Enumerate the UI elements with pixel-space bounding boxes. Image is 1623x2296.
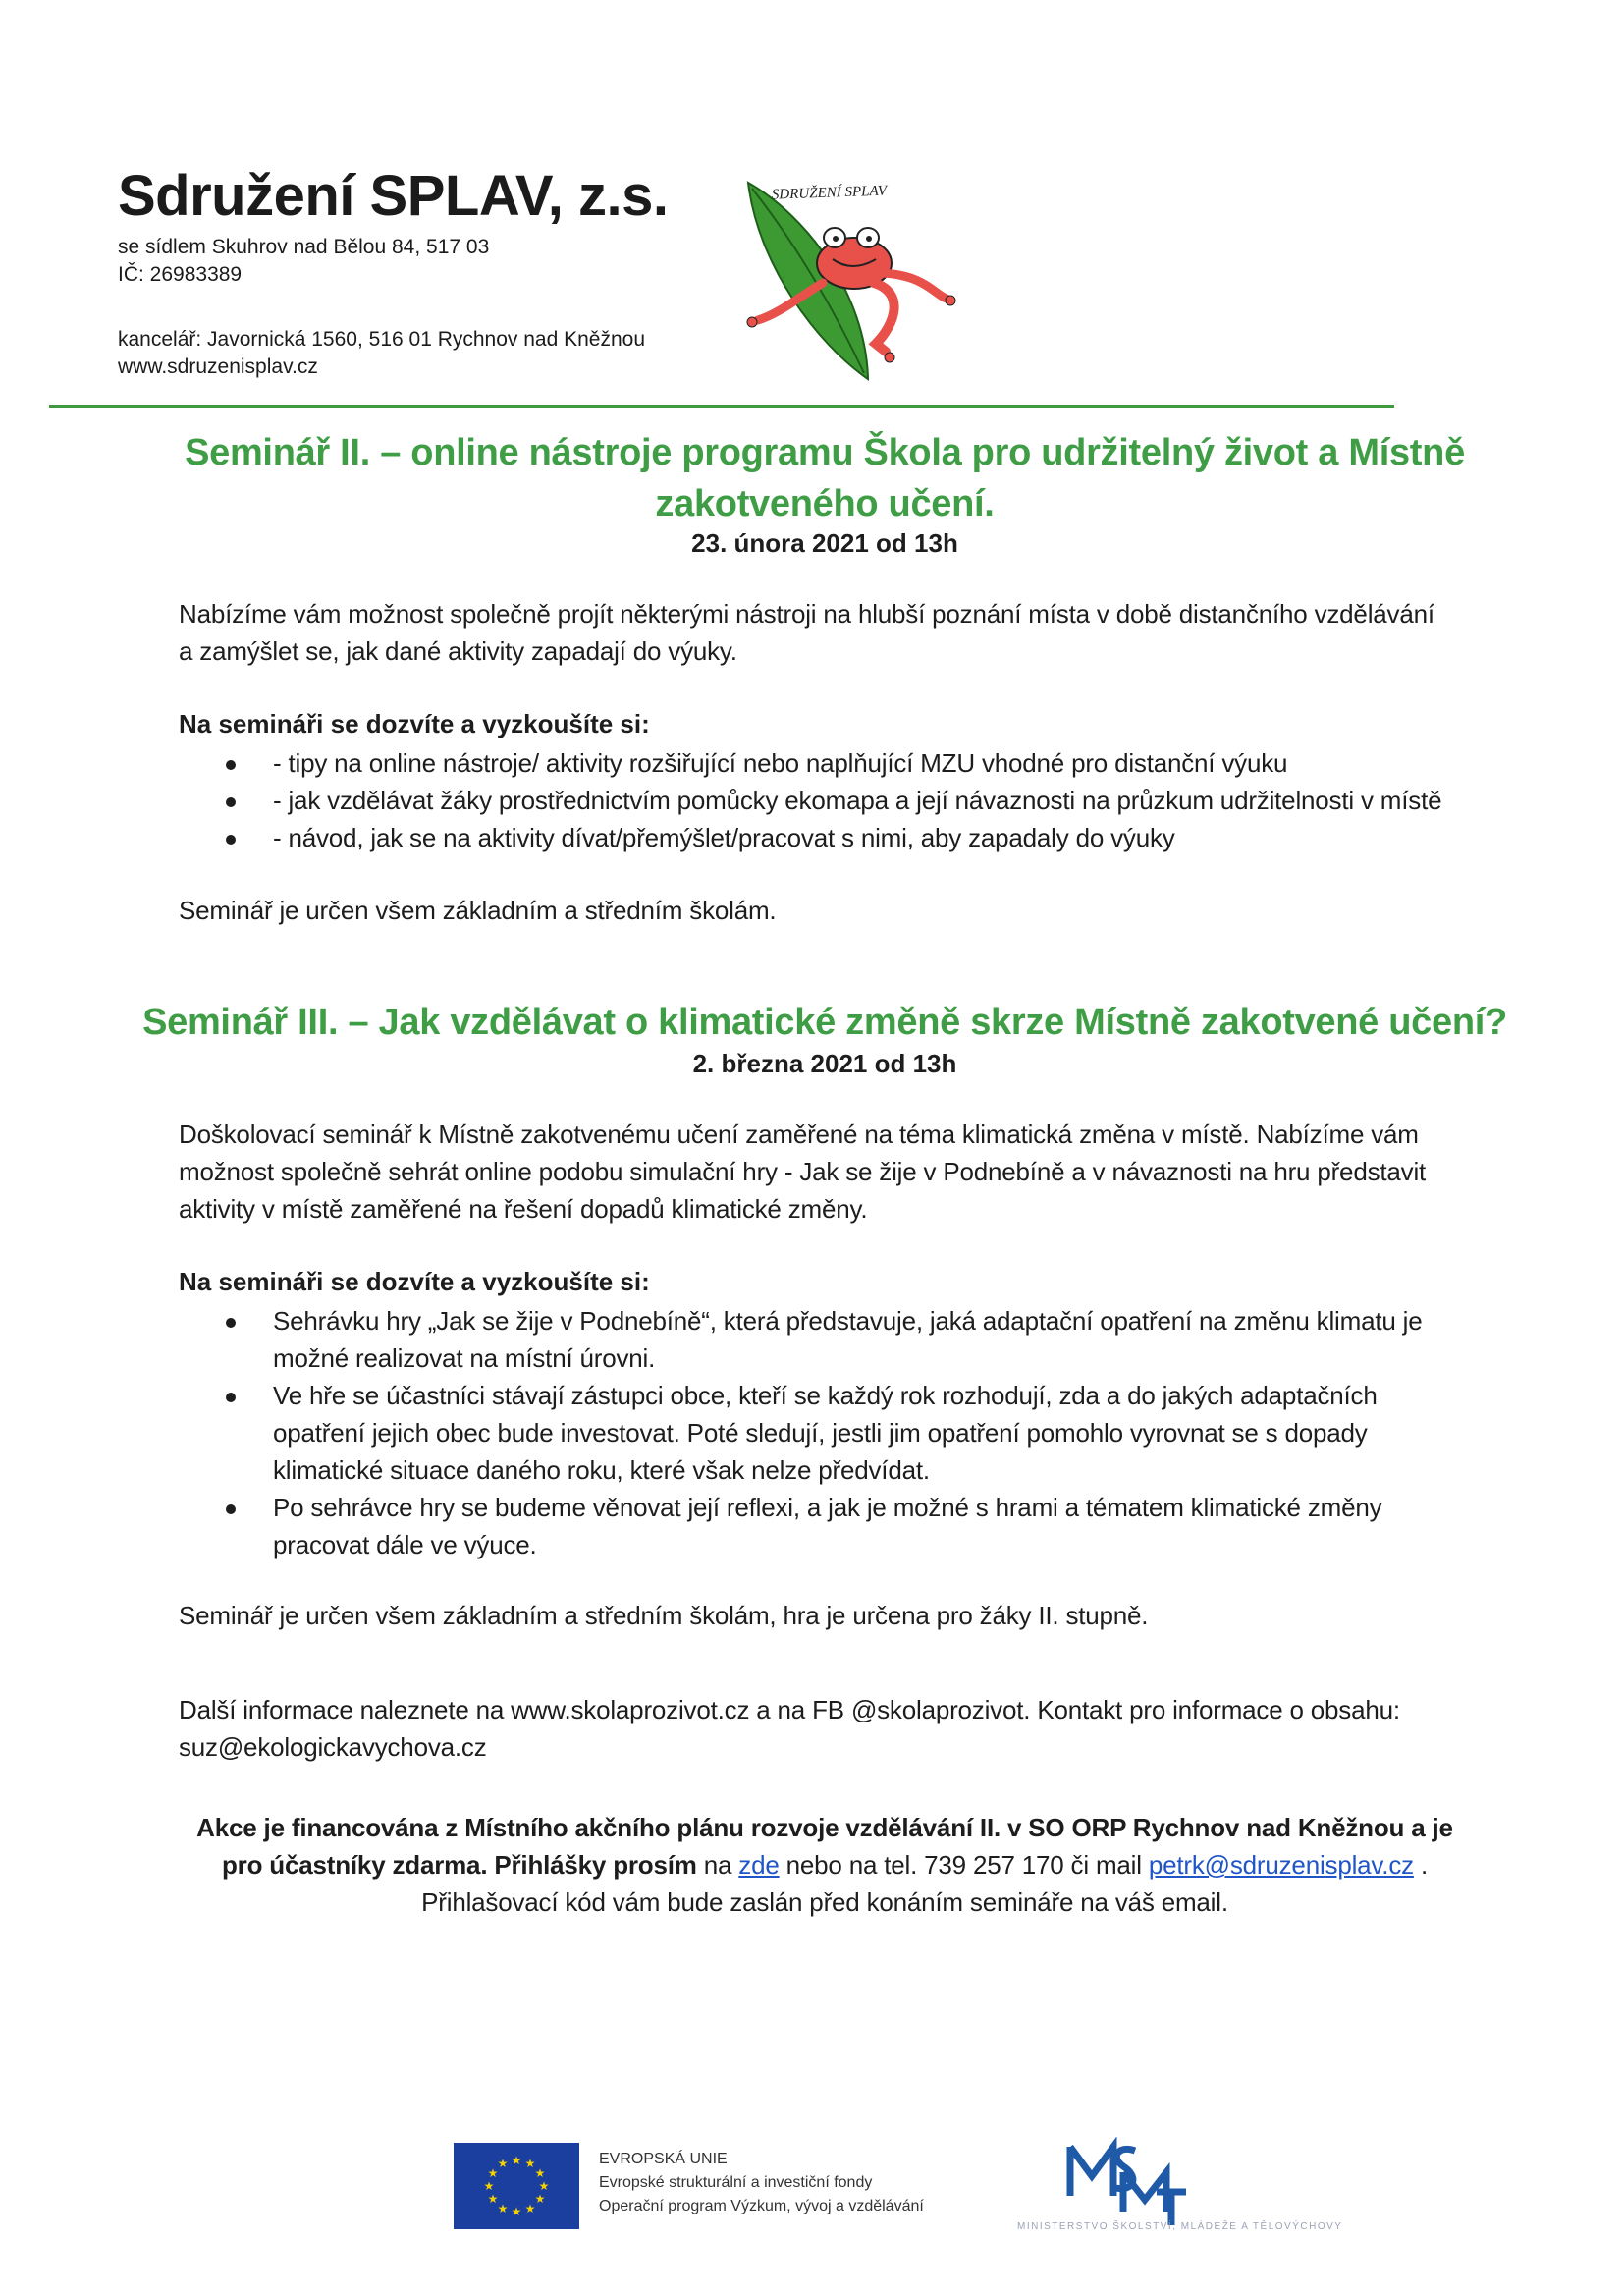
svg-text:★: ★ <box>524 2202 536 2215</box>
svg-text:★: ★ <box>487 2192 499 2206</box>
closing-line2: pro účastníky zdarma. Přihlášky prosím na zde nebo na tel. 739 257 170 či mail petrk@sdruzenisplav.cz . <box>222 1850 1428 1880</box>
eu-funds-label: Evropské strukturální a investiční fondy <box>599 2174 873 2191</box>
logo-lettering: SDRUŽENÍ SPLAV <box>771 183 888 203</box>
seminar2-intro-line2: a zamýšlet se, jak dané aktivity zapadají do výuky. <box>179 636 737 666</box>
seminar3-intro-line1: Doškolovací seminář k Místně zakotvenému učení zaměřené na téma klimatická změna v místě. Nabízíme vám <box>179 1120 1419 1149</box>
list-item: Ve hře se účastníci stávají zástupci obce, kteří se každý rok rozhodují, zda a do jakých adaptačních opatření jejich obec bude investovat. Poté sledují, jestli jim opatření pomohlo vyrovnat se s dopady klimatické situace daného roku, které však nelze předvídat. <box>179 1377 1494 1489</box>
list-item: Sehrávku hry „Jak se žije v Podnebíně“, která představuje, jaká adaptační opatření na změnu klimatu je možné realizovat na místní úrovni. <box>179 1302 1494 1377</box>
office-address: kancelář: Javornická 1560, 516 01 Rychnov nad Kněžnou <box>118 328 646 351</box>
bullet-dot <box>226 797 236 807</box>
splav-frog-logo <box>738 177 964 383</box>
seminar3-bullet-list <box>179 1302 1494 1563</box>
seminar3-audience: Seminář je určen všem základním a středním školám, hra je určena pro žáky II. stupně. <box>179 1601 1149 1630</box>
bullet-dot <box>226 1393 236 1402</box>
more-info-line2: suz@ekologickavychova.cz <box>179 1732 487 1762</box>
svg-text:★: ★ <box>497 2157 509 2170</box>
eu-flag-icon <box>454 2143 579 2229</box>
list-item: - tipy na online nástroje/ aktivity rozšiřující nebo naplňující MZU vhodné pro distanční výuku <box>179 744 1494 782</box>
msmt-caption: MINISTERSTVO ŠKOLSTVÍ, MLÁDEŽE A TĚLOVÝCHOVY <box>1017 2221 1343 2232</box>
seminar3-intro-line2: možnost společně sehrát online podobu simulační hry - Jak se žije v Podnebíně a v návaznosti na hru představit <box>179 1157 1427 1186</box>
eu-label: EVROPSKÁ UNIE <box>599 2151 728 2167</box>
seminar2-title-line1: Seminář II. – online nástroje programu Škola pro udržitelný život a Místně <box>185 432 1465 473</box>
seminar2-audience: Seminář je určen všem základním a středním školám. <box>179 896 777 925</box>
address-line: se sídlem Skuhrov nad Bělou 84, 517 03 <box>118 236 490 258</box>
seminar2-intro-line1: Nabízíme vám možnost společně projít některými nástroji na hlubší poznání místa v době distančního vzdělávání <box>179 599 1434 629</box>
msmt-logo <box>1041 2137 1198 2233</box>
svg-text:★: ★ <box>497 2202 509 2215</box>
list-item: - návod, jak se na aktivity dívat/přemýšlet/pracovat s nimi, aby zapadaly do výuky <box>179 819 1494 856</box>
company-id: IČ: 26983389 <box>118 263 243 286</box>
closing-line1: Akce je financována z Místního akčního plánu rozvoje vzdělávání II. v SO ORP Rychnov nad Kněžnou a je <box>196 1813 1453 1842</box>
seminar3-learn-heading: Na semináři se dozvíte a vyzkoušíte si: <box>179 1267 650 1296</box>
svg-text:★: ★ <box>524 2157 536 2170</box>
svg-text:★: ★ <box>534 2166 546 2180</box>
svg-text:★: ★ <box>538 2179 550 2193</box>
bullet-dot <box>226 835 236 845</box>
svg-text:★: ★ <box>483 2179 495 2193</box>
seminar3-title: Seminář III. – Jak vzdělávat o klimatické změně skrze Místně zakotvené učení? <box>142 1002 1507 1043</box>
svg-text:★: ★ <box>534 2192 546 2206</box>
svg-text:★: ★ <box>511 2205 522 2218</box>
op-program-label: Operační program Výzkum, vývoj a vzdělávání <box>599 2198 924 2214</box>
svg-text:★: ★ <box>487 2166 499 2180</box>
registration-link[interactable]: zde <box>738 1850 780 1880</box>
seminar2-title-line2: zakotveného učení. <box>655 483 995 524</box>
more-info <box>179 1691 1494 1766</box>
bullet-dot <box>226 1318 236 1328</box>
seminar3-date: 2. března 2021 od 13h <box>692 1049 957 1078</box>
list-item: Po sehrávce hry se budeme věnovat její reflexi, a jak je možné s hrami a tématem klimatické změny pracovat dále ve výuce. <box>179 1489 1494 1563</box>
closing-block <box>118 1809 1532 1921</box>
seminar2-bullet-list <box>179 744 1494 856</box>
closing-line3: Přihlašovací kód vám bude zaslán před konáním semináře na váš email. <box>421 1887 1228 1917</box>
bullet-dot <box>226 1504 236 1514</box>
organization-name: Sdružení SPLAV, z.s. <box>118 164 669 228</box>
seminar2-learn-heading: Na semináři se dozvíte a vyzkoušíte si: <box>179 709 650 738</box>
website-text: www.sdruzenisplav.cz <box>118 355 318 378</box>
seminar3-intro-line3: aktivity v místě zaměřené na řešení dopadů klimatické změny. <box>179 1194 868 1224</box>
header-divider <box>49 405 1394 408</box>
seminar3-intro <box>179 1116 1494 1228</box>
email-link[interactable]: petrk@sdruzenisplav.cz <box>1148 1850 1414 1880</box>
seminar2-date: 23. února 2021 od 13h <box>691 528 958 558</box>
more-info-line1: Další informace naleznete na www.skolaprozivot.cz a na FB @skolaprozivot. Kontakt pro informace o obsahu: <box>179 1695 1400 1724</box>
svg-text:★: ★ <box>511 2154 522 2167</box>
list-item: - jak vzdělávat žáky prostřednictvím pomůcky ekomapa a její návaznosti na průzkum udržitelnosti v místě <box>179 782 1494 819</box>
seminar2-intro <box>179 595 1494 670</box>
bullet-dot <box>226 760 236 770</box>
